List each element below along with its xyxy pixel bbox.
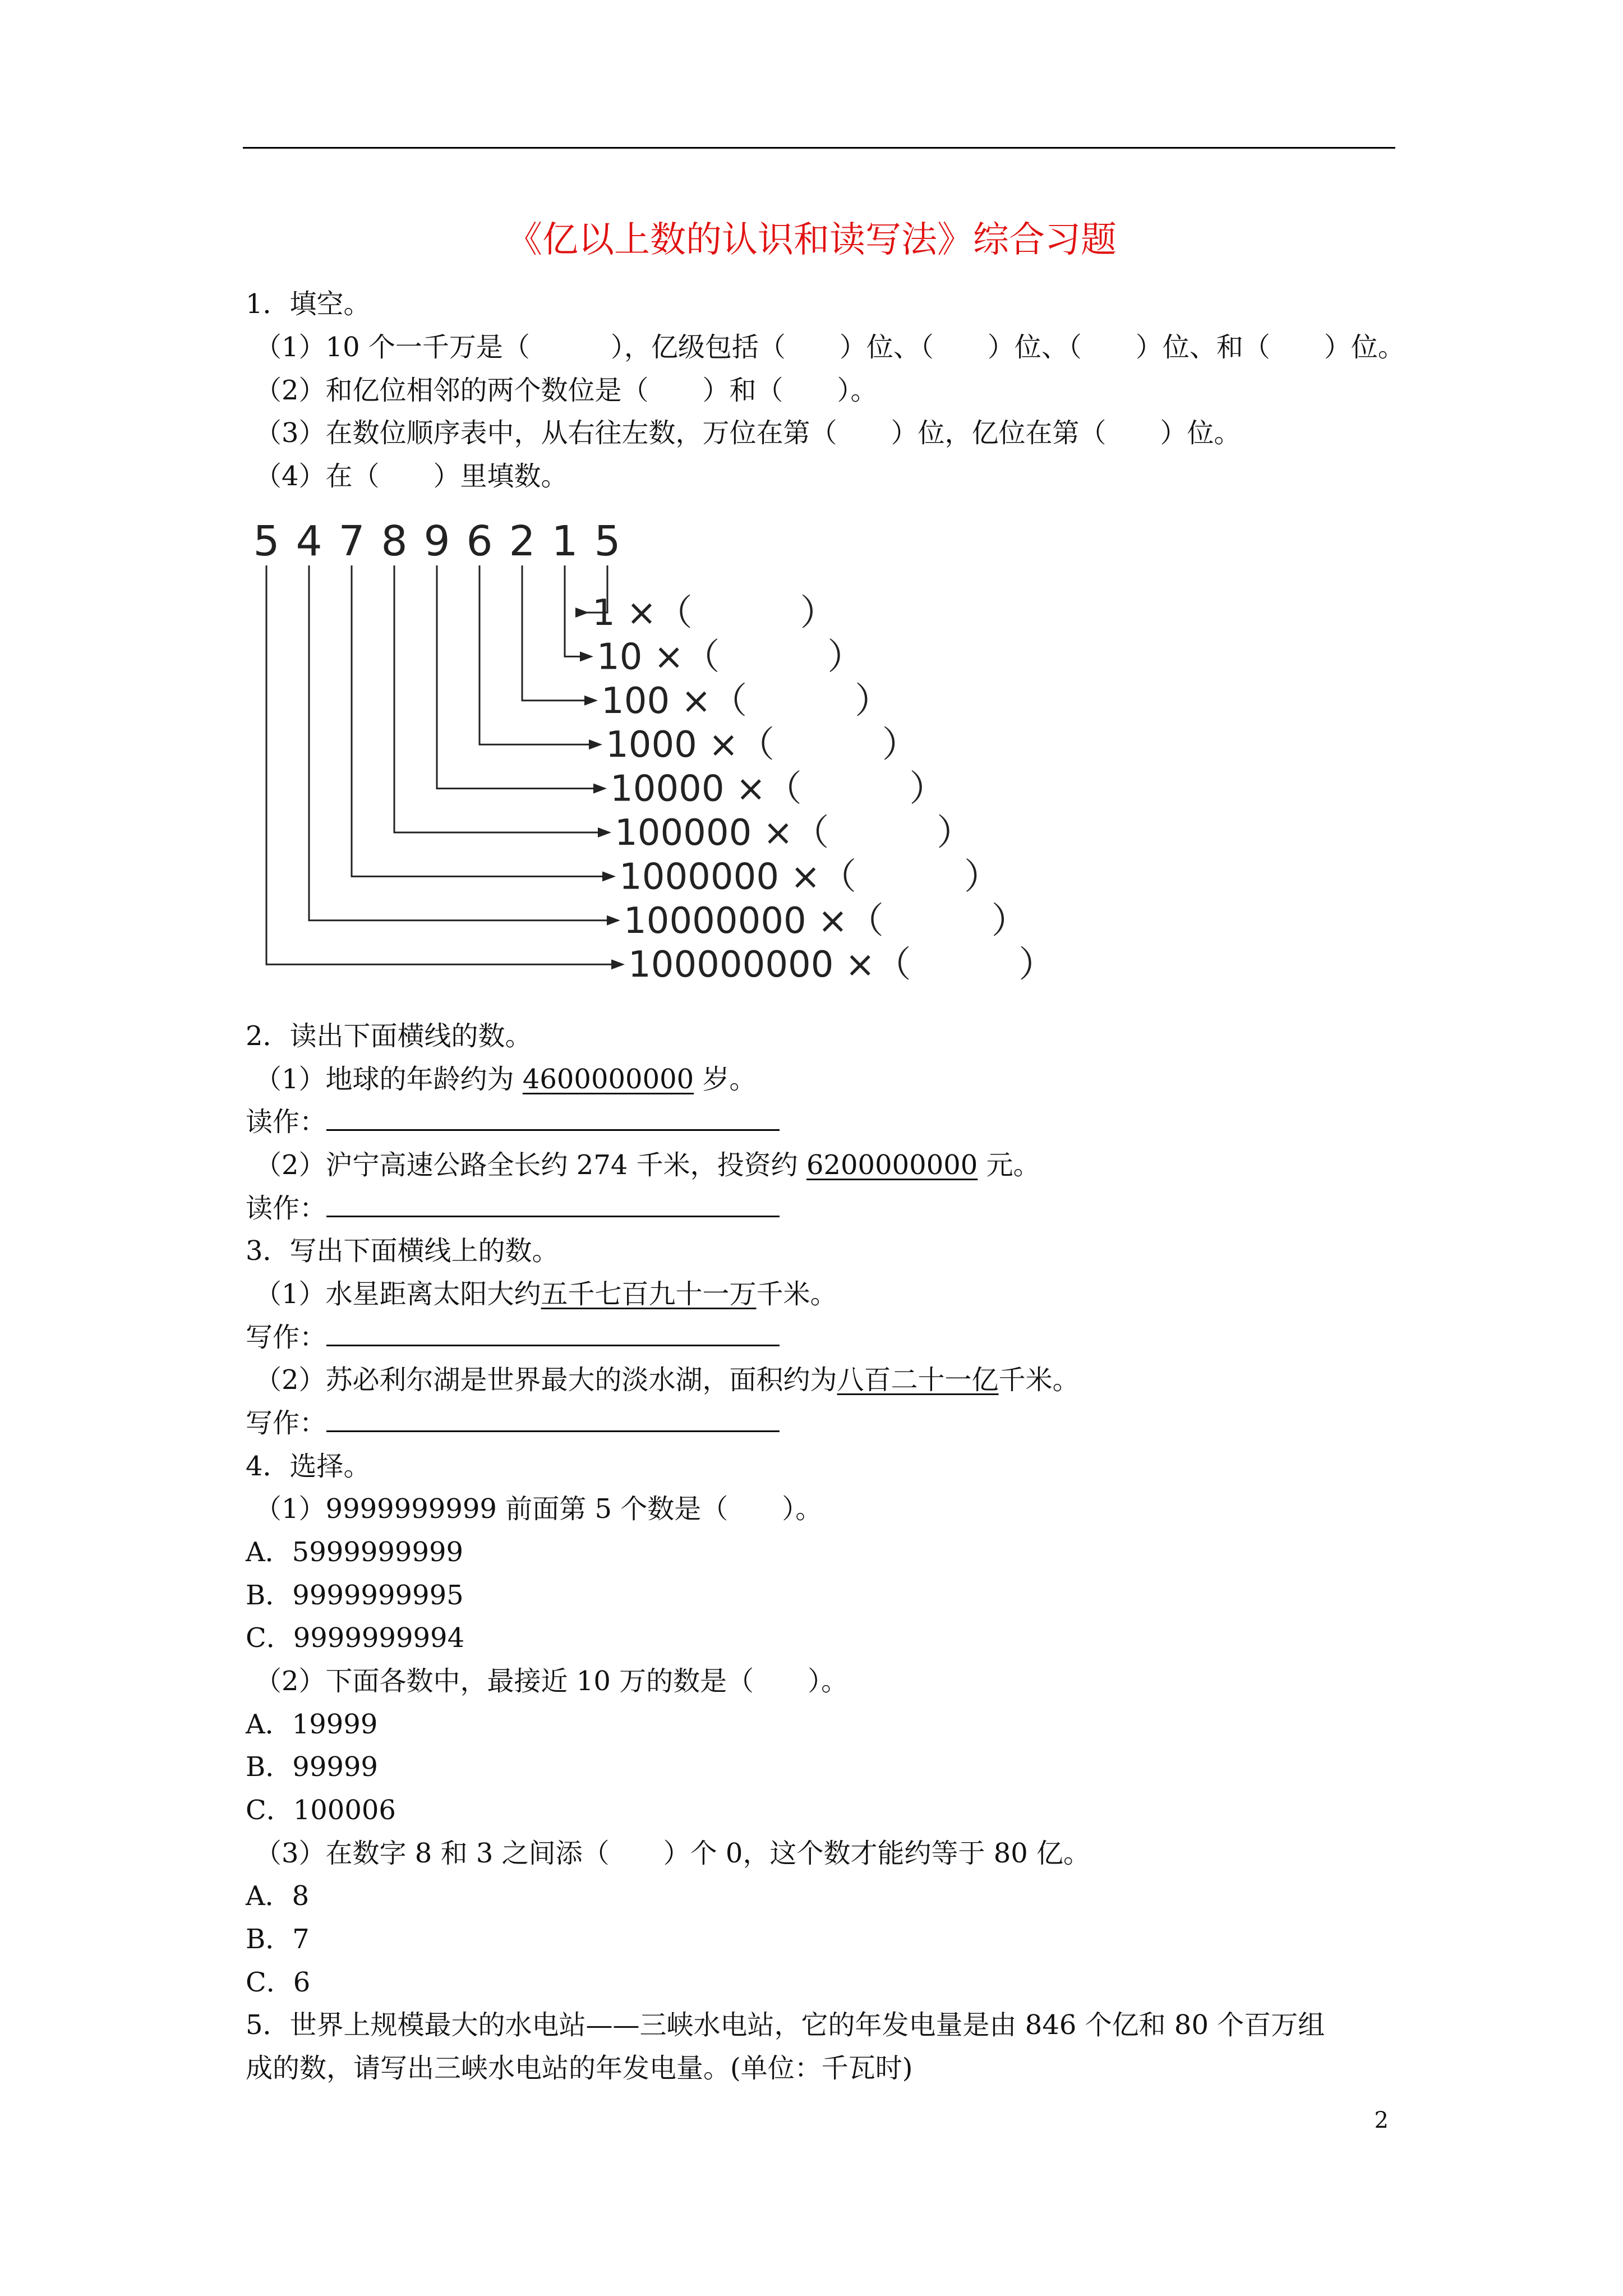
connector-line-4 <box>479 565 591 744</box>
q2-part2-text: （2）沪宁高速公路全长约 274 千米，投资约 <box>255 1149 806 1181</box>
q3-part1-unit: 千米。 <box>756 1278 837 1310</box>
digit-8: 1 <box>551 517 578 565</box>
row-labels <box>592 592 1054 986</box>
q3-heading: 3．写出下面横线上的数。 <box>246 1235 559 1267</box>
arrow-head-3 <box>584 696 598 706</box>
q2-answer1 <box>246 1105 780 1139</box>
q4-sub3-option-c[interactable]: C．6 <box>246 1967 311 1998</box>
q4-heading: 4．选择。 <box>246 1451 371 1482</box>
q1-part2: （2）和亿位相邻的两个数位是（ ）和（ ）。 <box>255 375 878 406</box>
q3-part2-text: （2）苏必利尔湖是世界最大的淡水湖，面积约为 <box>255 1364 837 1396</box>
multiplier-row-1: 1 ×（ ） <box>592 592 836 634</box>
q2-part2 <box>255 1148 1040 1182</box>
answer-blank-line[interactable] <box>326 1109 780 1131</box>
q3-part2-number: 八百二十一亿 <box>837 1364 999 1396</box>
connector-line-3 <box>522 565 587 701</box>
q4-sub1: （1）9999999999 前面第 5 个数是（ ）。 <box>255 1493 823 1525</box>
multiplier-row-9: 100000000 ×（ ） <box>628 944 1055 986</box>
q4-sub2-option-c[interactable]: C．100006 <box>246 1795 396 1826</box>
header-rule <box>243 147 1395 149</box>
answer-blank-line[interactable] <box>326 1410 780 1432</box>
digit-5: 9 <box>423 517 450 565</box>
q1-part1: （1）10 个一千万是（ ），亿级包括（ ）位、（ ）位、（ ）位、和（ ）位。 <box>255 332 1405 363</box>
q5-line2: 成的数，请写出三峡水电站的年发电量。(单位：千瓦时) <box>246 2053 913 2084</box>
arrow-head-7 <box>602 871 616 881</box>
digit-row <box>253 517 620 565</box>
arrow-head-5 <box>593 784 607 794</box>
answer-blank-line[interactable] <box>326 1195 780 1217</box>
connector-lines <box>266 565 625 969</box>
q4-sub1-option-a[interactable]: A．5999999999 <box>246 1536 464 1568</box>
q4-sub2-option-b[interactable]: B．99999 <box>246 1751 378 1783</box>
q4-sub2-option-a[interactable]: A．19999 <box>246 1709 378 1740</box>
q3-answer1 <box>246 1320 780 1354</box>
q3-part1 <box>255 1277 837 1311</box>
digit-9: 5 <box>594 517 621 565</box>
multiplier-row-2: 10 ×（ ） <box>597 636 864 678</box>
multiplier-row-8: 10000000 ×（ ） <box>624 900 1027 942</box>
q4-sub1-option-b[interactable]: B．9999999995 <box>246 1580 464 1611</box>
connector-line-6 <box>394 565 600 832</box>
page-number: 2 <box>1374 2108 1389 2133</box>
q1-part3: （3）在数位顺序表中，从右往左数，万位在第（ ）位，亿位在第（ ）位。 <box>255 417 1241 449</box>
write-label: 写作： <box>246 1407 327 1439</box>
q4-sub2: （2）下面各数中，最接近 10 万的数是（ ）。 <box>255 1665 849 1697</box>
q3-answer2 <box>246 1406 780 1440</box>
write-label: 写作： <box>246 1322 327 1353</box>
q2-part1-text: （1）地球的年龄约为 <box>255 1064 523 1095</box>
digit-7: 2 <box>509 517 536 565</box>
q2-heading: 2．读出下面横线的数。 <box>246 1020 532 1052</box>
q4-sub3-option-b[interactable]: B．7 <box>246 1924 310 1955</box>
q1-heading: 1．填空。 <box>246 288 371 320</box>
q1-part4: （4）在（ ）里填数。 <box>255 461 568 492</box>
q2-part2-number: 6200000000 <box>806 1149 978 1181</box>
q4-sub3-option-a[interactable]: A．8 <box>246 1880 310 1912</box>
read-label: 读作： <box>246 1193 327 1224</box>
multiplier-row-6: 100000 ×（ ） <box>615 812 973 854</box>
q2-answer2 <box>246 1191 780 1225</box>
q2-part1-number: 4600000000 <box>522 1064 694 1095</box>
q2-part1 <box>255 1062 756 1096</box>
connector-line-7 <box>352 565 605 876</box>
multiplier-row-7: 1000000 ×（ ） <box>619 856 1000 898</box>
arrow-head-2 <box>580 651 593 661</box>
multiplier-row-5: 10000 ×（ ） <box>610 768 946 810</box>
q4-sub3: （3）在数字 8 和 3 之间添（ ）个 0，这个数才能约等于 80 亿。 <box>255 1838 1091 1869</box>
digit-3: 7 <box>338 517 365 565</box>
connector-line-5 <box>437 565 596 789</box>
multiplier-row-3: 100 ×（ ） <box>601 680 891 722</box>
document-title: 《亿以上数的认识和读写法》综合习题 <box>506 219 1117 261</box>
digit-1: 5 <box>253 517 280 565</box>
q3-part2 <box>255 1363 1080 1397</box>
connector-line-9 <box>266 565 614 964</box>
arrow-head-1 <box>575 608 589 618</box>
q3-part1-text: （1）水星距离太阳大约 <box>255 1278 541 1310</box>
q2-part1-unit: 岁。 <box>694 1064 757 1095</box>
arrow-head-4 <box>589 739 602 749</box>
q3-part2-unit: 千米。 <box>998 1364 1080 1396</box>
q4-sub1-option-c[interactable]: C．9999999994 <box>246 1622 465 1654</box>
digit-4: 8 <box>381 517 408 565</box>
arrow-head-9 <box>611 959 625 969</box>
q2-part2-unit: 元。 <box>978 1149 1040 1181</box>
arrow-head-8 <box>607 915 620 926</box>
digit-6: 6 <box>466 517 493 565</box>
answer-blank-line[interactable] <box>326 1324 780 1346</box>
multiplier-row-4: 1000 ×（ ） <box>606 724 918 766</box>
q3-part1-number: 五千七百九十一万 <box>541 1278 757 1310</box>
place-value-diagram <box>241 505 1116 999</box>
q5-line1: 5．世界上规模最大的水电站——三峡水电站，它的年发电量是由 846 个亿和 80 个百万组 <box>246 2009 1325 2041</box>
digit-2: 4 <box>296 517 322 565</box>
arrow-head-6 <box>598 827 611 838</box>
read-label: 读作： <box>246 1106 327 1138</box>
